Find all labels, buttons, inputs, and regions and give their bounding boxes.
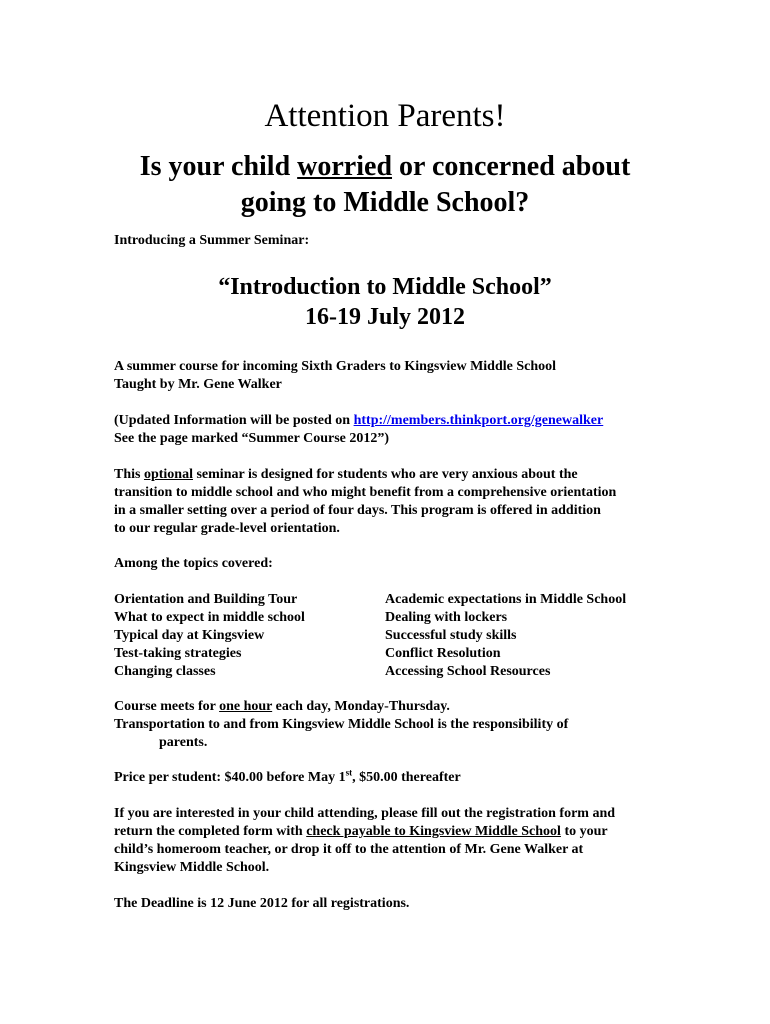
optional-paragraph-line-1 — [114, 466, 578, 484]
schedule-text-b: each day, Monday-Thursday. — [272, 699, 450, 714]
description-line-1: A summer course for incoming Sixth Graders to Kingsview Middle School — [114, 359, 557, 374]
topic-item: Academic expectations in Middle School — [385, 592, 627, 607]
transport-line-2: parents. — [159, 735, 208, 750]
subtitle-text-a: Is your child — [139, 151, 298, 182]
subtitle-emphasis: worried — [297, 151, 393, 182]
optional-paragraph-line-4: to our regular grade-level orientation. — [114, 521, 340, 536]
optional-paragraph-line-3: in a smaller setting over a period of four days. This program is offered in addition — [114, 503, 601, 518]
updated-info-line-2: See the page marked “Summer Course 2012”) — [114, 431, 390, 446]
register-line-2 — [114, 823, 608, 841]
topic-item: Conflict Resolution — [385, 646, 501, 661]
register-text-a: return the completed form with — [114, 824, 307, 839]
optional-text-b: seminar is designed for students who are very anxious about the — [192, 467, 578, 482]
topic-item: Orientation and Building Tour — [114, 592, 298, 607]
page-title: Attention Parents! — [264, 98, 506, 134]
price-line — [114, 769, 461, 787]
updated-info-line-1 — [114, 412, 603, 430]
website-link[interactable]: http://members.thinkport.org/genewalker — [353, 413, 604, 428]
register-emphasis: check payable to Kingsview Middle School — [306, 824, 561, 839]
topic-item: Test-taking strategies — [114, 646, 242, 661]
intro-text: Introducing a Summer Seminar: — [114, 233, 310, 248]
transport-line-1: Transportation to and from Kingsview Middle School is the responsibility of — [114, 717, 569, 732]
register-text-b: to your — [560, 824, 608, 839]
register-line-3: child’s homeroom teacher, or drop it off to the attention of Mr. Gene Walker at — [114, 842, 584, 857]
schedule-line — [114, 698, 450, 716]
course-dates: 16-19 July 2012 — [304, 304, 465, 330]
optional-text-a: This — [114, 467, 144, 482]
optional-emphasis: optional — [143, 467, 193, 482]
subtitle-text-b: or concerned about — [392, 151, 631, 182]
topic-item: What to expect in middle school — [114, 610, 305, 625]
deadline-text: The Deadline is 12 June 2012 for all registrations. — [114, 896, 410, 911]
price-text-a: Price per student: $40.00 before May 1 — [114, 770, 346, 785]
topic-item: Successful study skills — [385, 628, 517, 643]
topic-item: Accessing School Resources — [385, 664, 551, 679]
subtitle-line-2: going to Middle School? — [240, 187, 530, 218]
subtitle-line-1 — [0, 150, 770, 184]
price-superscript: st — [345, 767, 353, 778]
register-line-4: Kingsview Middle School. — [114, 860, 270, 875]
schedule-text-a: Course meets for — [114, 699, 220, 714]
price-text-b: , $50.00 thereafter — [352, 770, 461, 785]
topic-item: Typical day at Kingsview — [114, 628, 265, 643]
topic-item: Changing classes — [114, 664, 216, 679]
schedule-emphasis: one hour — [219, 699, 273, 714]
updated-info-prefix: (Updated Information will be posted on — [114, 413, 354, 428]
register-line-1: If you are interested in your child attending, please fill out the registration form and — [114, 806, 616, 821]
optional-paragraph-line-2: transition to middle school and who might benefit from a comprehensive orientation — [114, 485, 617, 500]
topics-heading: Among the topics covered: — [114, 556, 273, 571]
description-line-2: Taught by Mr. Gene Walker — [114, 377, 282, 392]
course-name: “Introduction to Middle School” — [218, 274, 552, 300]
topic-item: Dealing with lockers — [385, 610, 508, 625]
